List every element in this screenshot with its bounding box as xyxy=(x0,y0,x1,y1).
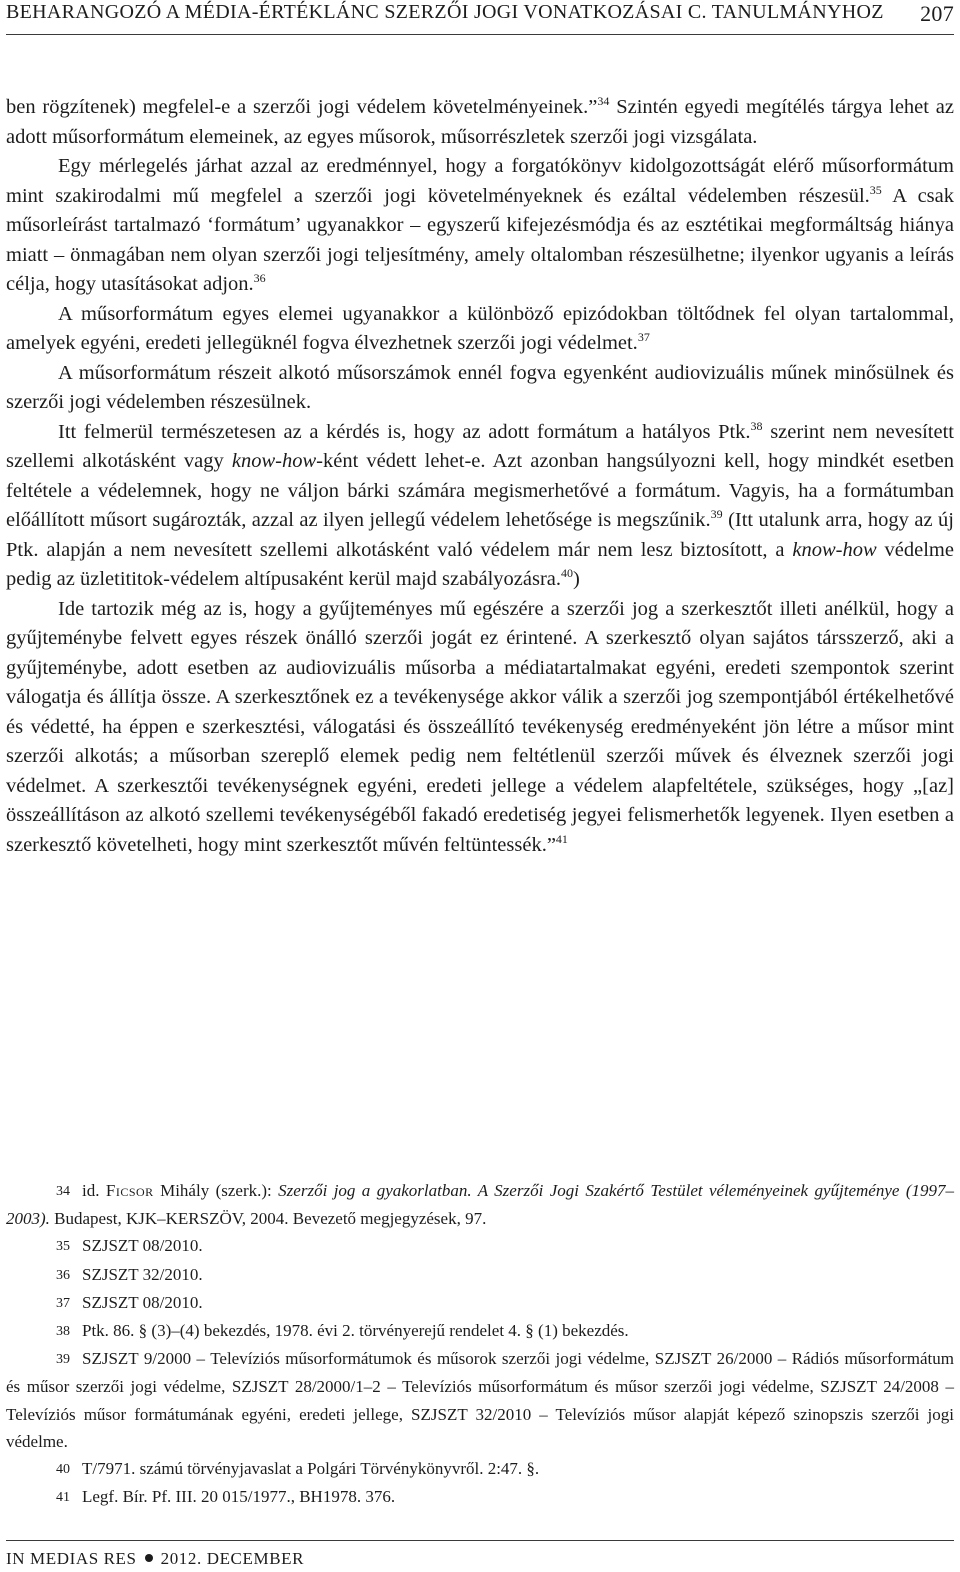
footnote-number: 39 xyxy=(56,1352,70,1368)
text-run: Itt felmerül természetesen az a kérdés is, hogy az adott formátum a hatályos Ptk. xyxy=(58,420,751,443)
footnote-text: SZJSZT 9/2000 – Televíziós műsorformátumok és műsorok szerzői jogi védelme, SZJSZT 26/2000 – Rádiós műsorformátum és műsor szerzői jogi védelme, SZJSZT 28/2000/1–2 – Televíziós műsorformátum és műsor szerzői jogi védelme, SZJSZT 24/2008 – Televíziós műsor formátumának egyéni, eredeti jellege, SZJSZT 32/2010 – Televíziós műsor alapját képező szinopszis szerzői jogi védelme. xyxy=(6,1349,954,1451)
text-run: A műsorformátum részeit alkotó műsorszámok ennél fogva egyenként audiovizuális műnek minősülnek és szerzői jogi védelemben részesülnek. xyxy=(6,361,954,413)
footnote-text: T/7971. számú törvényjavaslat a Polgári Törvénykönyvről. 2:47. §. xyxy=(82,1459,540,1479)
italic-term: know-how xyxy=(231,450,317,472)
footnote-number: 37 xyxy=(56,1295,70,1311)
footnote-ref-41[interactable]: 41 xyxy=(555,831,568,846)
footer-rule xyxy=(6,1540,954,1541)
footnote-ref-39[interactable]: 39 xyxy=(710,507,723,521)
footnote-ref-40[interactable]: 40 xyxy=(561,566,573,580)
text-run: ben rögzítenek) megfelel-e a szerzői jogi védelem követelményeinek.” xyxy=(6,96,598,118)
footnote-36 xyxy=(6,1261,954,1289)
text-run: Egy mérlegelés járhat azzal az eredménnyel, hogy a forgatókönyv kidolgozottságát elérő műsorformátum mint szakirodalmi mű megfelel a szerzői jogi követelményeknek és ezáltal védelemben részesül. xyxy=(6,155,954,207)
footnote-34 xyxy=(6,1177,954,1232)
footnote-title: Szerzői jog a gyakorlatban. A Szerzői Jogi Szakértő Testület véleményeinek gyűjteménye (1997–2003). xyxy=(6,1181,954,1229)
footnote-text: SZJSZT 08/2010. xyxy=(82,1292,203,1312)
issue-date: 2012. DECEMBER xyxy=(160,1549,305,1568)
main-text xyxy=(6,93,954,860)
page-number: 207 xyxy=(920,1,954,26)
text-run: -ként védett lehet-e. Azt azonban hangsúlyozni kell, hogy mindkét esetben feltétele a védelemnek, hogy ne váljon bárki számára megismerhetővé a formátum. Vagyis, ha a formátumban előállított műsort sugározták, azzal az ilyen jellegű védelem lehetősége is megszűnik. xyxy=(6,450,954,531)
paragraph-2 xyxy=(6,152,954,300)
footnote-number: 40 xyxy=(56,1462,70,1478)
paragraph-1 xyxy=(6,93,954,152)
paragraph-5 xyxy=(6,418,954,595)
footnote-author: Ficsor xyxy=(105,1181,154,1200)
text-run: ) xyxy=(573,568,580,590)
footnote-text: Ptk. 86. § (3)–(4) bekezdés, 1978. évi 2. törvényerejű rendelet 4. § (1) bekezdés. xyxy=(82,1321,629,1341)
text-run: szerint nem nevesített szellemi alkotásként vagy xyxy=(6,420,954,472)
footnote-38 xyxy=(6,1317,954,1345)
paragraph-6 xyxy=(6,595,954,861)
footnote-number: 34 xyxy=(56,1184,70,1199)
footnote-39 xyxy=(6,1345,954,1455)
text-run: A műsorformátum egyes elemei ugyanakkor a különböző epizódokban töltődnek fel olyan tartalommal, amelyek egyéni, eredeti jellegüknél fogva élvezhetnek szerzői jogi védelmet. xyxy=(6,302,954,354)
footnote-text: SZJSZT 08/2010. xyxy=(82,1236,203,1256)
footnote-number: 36 xyxy=(56,1267,70,1283)
header-rule xyxy=(6,34,954,35)
footnote-37 xyxy=(6,1289,954,1317)
footnote-ref-34[interactable]: 34 xyxy=(597,94,610,108)
text-run: (Itt utalunk arra, hogy az új Ptk. alapján a nem nevesített szellemi alkotásként való védelem már nem lesz biztosított, a xyxy=(6,509,954,561)
footnote-text: Mihály (szerk.): xyxy=(153,1181,279,1200)
running-header xyxy=(6,0,954,34)
footnote-41 xyxy=(6,1483,954,1511)
running-footer xyxy=(6,1549,304,1569)
bullet-separator-icon xyxy=(145,1554,153,1562)
footnote-ref-37[interactable]: 37 xyxy=(637,330,650,344)
paragraph-3 xyxy=(6,300,954,359)
footnote-40 xyxy=(6,1455,954,1483)
footnote-number: 35 xyxy=(56,1239,70,1255)
running-header-title: BEHARANGOZÓ A MÉDIA-ÉRTÉKLÁNC SZERZŐI JOGI VONATKOZÁSAI C. TANULMÁNYHOZ xyxy=(6,1,884,23)
italic-term: know-how xyxy=(792,538,877,561)
footnote-text: Budapest, KJK–KERSZÖV, 2004. Bevezető megjegyzések, 97. xyxy=(49,1209,487,1229)
footnote-text: Legf. Bír. Pf. III. 20 015/1977., BH1978. 376. xyxy=(82,1487,396,1507)
text-run: Ide tartozik még az is, hogy a gyűjteményes mű egészére a szerzői jog a szerkesztőt illeti anélkül, hogy a gyűjteménybe felvett egyes részek önálló szerzői jogát ez érintené. A szerkesztő olyan sajátos társszerző, aki a gyűjteménybe, adott esetben az audiovizuális műsorba a médiatartalmakat egyéni, eredeti szempontok szerint válogatja és állítja össze. A szerkesztőnek ez a tevékenysége akkor válik a szerzői jog szempontjából értékelhetővé és védetté, ha éppen e szerkesztési, válogatási és összeállító tevékenység eredményeként jön létre a műsor mint szerzői alkotás; a műsorban szereplő elemek pedig nem feltétlenül szerzői művek és élveznek szerzői jogi védelmet. A szerkesztői tevékenységnek egyéni, eredeti jellege a védelem alapfeltétele, szükséges, hogy „[az] összeállításon az alkotó szellemi tevékenységéből fakadó eredetiség jegyei felismerhetők legyenek. Ilyen esetben a szerkesztő követelheti, hogy mint szerkesztőt művén feltüntessék.” xyxy=(6,597,954,856)
footnote-ref-38[interactable]: 38 xyxy=(750,418,763,433)
footnote-ref-35[interactable]: 35 xyxy=(869,182,882,197)
footnote-35 xyxy=(6,1232,954,1260)
text-run: A csak műsorleírást tartalmazó ‘formátum’ ugyanakkor – egyszerű kifejezésmódja és az esztétikai megformáltság hiánya miatt – önmagában nem olyan szerzői jogi teljesítmény, amely oltalomban részesülhetne; ilyenkor ugyanis a leírás célja, hogy utasításokat adjon. xyxy=(6,184,955,295)
text-run: védelme pedig az üzletititok-védelem altípusaként kerül majd szabályozásra. xyxy=(6,538,954,590)
footnote-ref-36[interactable]: 36 xyxy=(253,271,266,285)
footnote-text: id. xyxy=(82,1181,106,1200)
paragraph-4 xyxy=(6,359,954,418)
journal-name: IN MEDIAS RES xyxy=(6,1549,137,1568)
footnote-number: 41 xyxy=(56,1490,70,1506)
text-run: Szintén egyedi megítélés tárgya lehet az adott műsorformátum elemeinek, az egyes műsorok, műsorrészletek szerzői jogi vizsgálata. xyxy=(6,96,954,148)
footnote-number: 38 xyxy=(56,1324,70,1340)
footnotes xyxy=(6,1177,954,1511)
footnote-text: SZJSZT 32/2010. xyxy=(82,1264,203,1284)
